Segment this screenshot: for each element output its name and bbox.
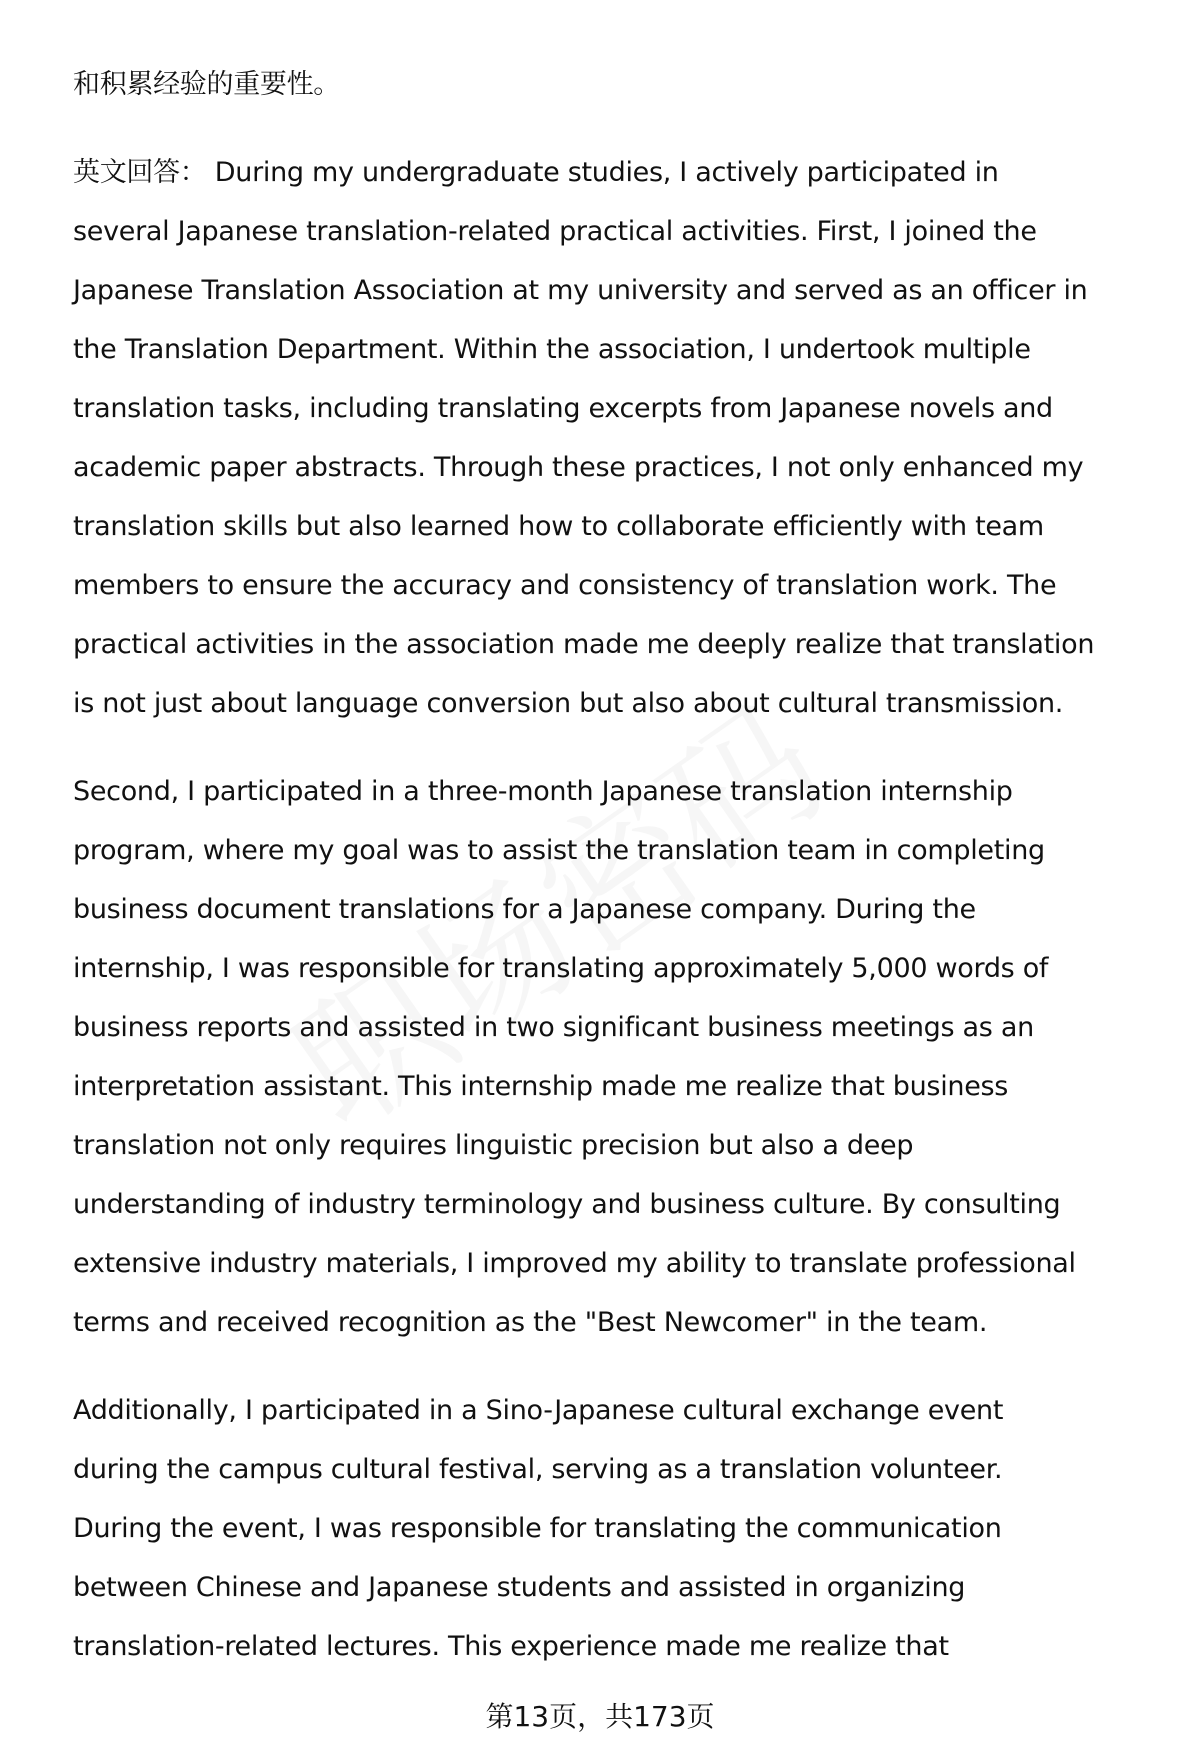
text-line: During the event, I was responsible for translating the communication [73,1513,1002,1544]
text-line: between Chinese and Japanese students and assisted in organizing [73,1572,966,1603]
text-line: Japanese Translation Association at my university and served as an officer in [73,275,1088,306]
text-line: translation not only requires linguistic precision but also a deep [73,1130,914,1161]
text-line: Additionally, I participated in a Sino-Japanese cultural exchange event [73,1395,1004,1426]
text-line: translation tasks, including translating excerpts from Japanese novels and [73,393,1053,424]
text-line: translation skills but also learned how to collaborate efficiently with team [73,511,1044,542]
text-line: business document translations for a Japanese company. During the [73,894,976,925]
text-line: is not just about language conversion but also about cultural transmission. [73,688,1064,719]
text-line: academic paper abstracts. Through these practices, I not only enhanced my [73,452,1084,483]
text-line: several Japanese translation-related practical activities. First, I joined the [73,216,1037,247]
text-line: members to ensure the accuracy and consistency of translation work. The [73,570,1057,601]
paragraph [73,55,1173,114]
text-line: interpretation assistant. This internship made me realize that business [73,1071,1009,1102]
text-line: extensive industry materials, I improved my ability to translate professional [73,1248,1076,1279]
text-line: the Translation Department. Within the association, I undertook multiple [73,334,1031,365]
text-line: 英文回答： During my undergraduate studies, I actively participated in [73,157,999,188]
text-line: during the campus cultural festival, serving as a translation volunteer. [73,1454,1003,1485]
page-number: 第13页，共173页 [485,1700,715,1733]
text-line: business reports and assisted in two significant business meetings as an [73,1012,1034,1043]
text-line: understanding of industry terminology and business culture. By consulting [73,1189,1061,1220]
paragraph [73,143,1173,733]
text-line: internship, I was responsible for translating approximately 5,000 words of [73,953,1049,984]
text-line: translation-related lectures. This experience made me realize that [73,1631,949,1662]
paragraph [73,1381,1173,1676]
document-body [73,55,1173,1705]
text-line: 和积累经验的重要性。 [73,69,340,100]
text-line: Second, I participated in a three-month Japanese translation internship [73,776,1013,807]
text-line: program, where my goal was to assist the translation team in completing [73,835,1045,866]
text-line: terms and received recognition as the "Best Newcomer" in the team. [73,1307,988,1338]
text-line: practical activities in the association made me deeply realize that translation [73,629,1095,660]
paragraph [73,762,1173,1352]
